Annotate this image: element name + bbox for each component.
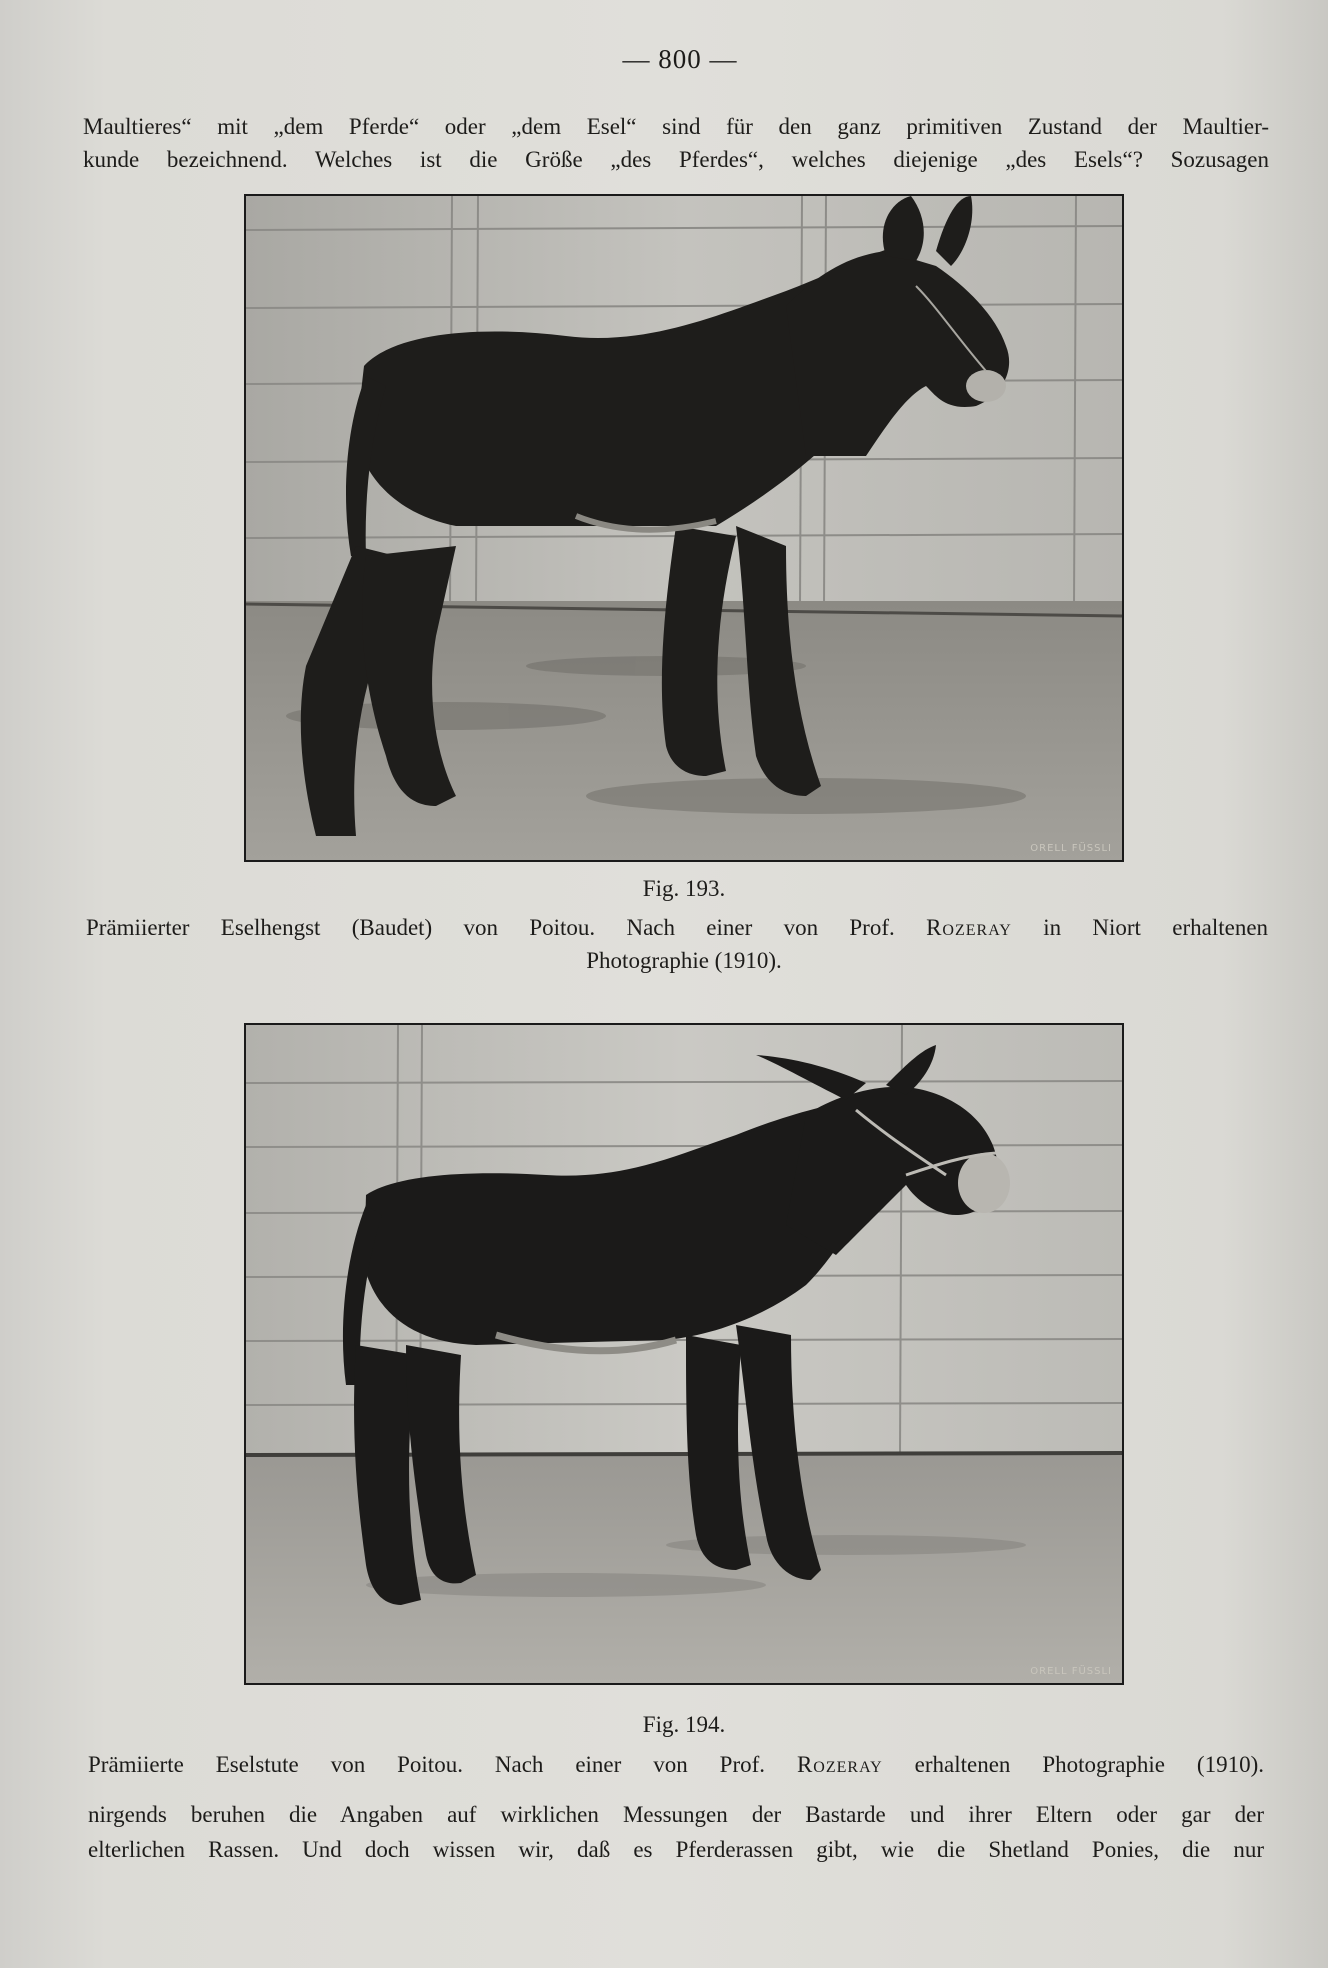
donkey-stallion-photo [246,196,1122,860]
figure-193-caption: Prämiierter Eselhengst (Baudet) von Poitou. Nach einer von Prof. Rozeray in Niort erhaltenen [86,915,1269,940]
figure-193-label: Fig. 193. [642,876,726,901]
body-text-line: nirgends beruhen die Angaben auf wirklichen Messungen der Bastarde und ihrer Eltern oder gar der [88,1802,1264,1827]
figure-193-caption-line2: Photographie (1910). [586,948,782,973]
author-name: Rozeray [796,1752,883,1777]
photo-credit: ORELL FÜSSLI [1030,843,1112,854]
figure-194-photo [244,1023,1124,1685]
donkey-mare-photo [246,1025,1122,1683]
photo-credit: ORELL FÜSSLI [1030,1666,1112,1677]
body-text-line: Maultieres“ mit „dem Pferde“ oder „dem Esel“ sind für den ganz primitiven Zustand der Maultier- [83,114,1269,139]
body-text-line: elterlichen Rassen. Und doch wissen wir, daß es Pferderassen gibt, wie die Shetland Ponies, die nur [88,1837,1264,1862]
body-text-line: kunde bezeichnend. Welches ist die Größe „des Pferdes“, welches diejenige „des Esels“? Sozusagen [83,147,1269,172]
page-number: — 800 — [622,44,738,74]
author-name: Rozeray [926,915,1012,940]
figure-193-photo [244,194,1124,862]
figure-194-label: Fig. 194. [642,1712,726,1737]
figure-194-caption: Prämiierte Eselstute von Poitou. Nach einer von Prof. Rozeray erhaltenen Photographie (1910). [88,1752,1265,1777]
